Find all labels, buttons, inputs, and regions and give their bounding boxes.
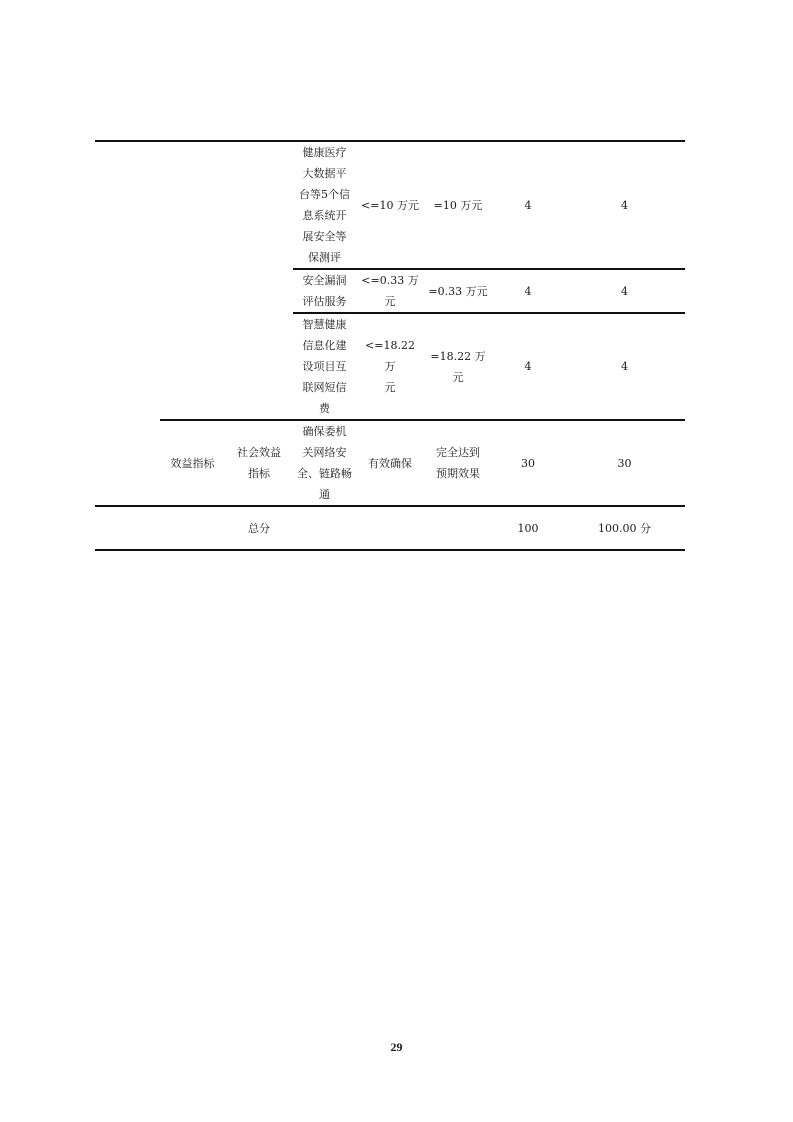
indicator-cell: 健康医疗 大数据平 台等5个信 息系统开 展安全等 保测评 <box>293 141 356 269</box>
actual-value: =10 万元 <box>424 141 492 269</box>
total-weight: 100 <box>492 506 564 550</box>
actual-value: 完全达到 预期效果 <box>424 420 492 506</box>
weight-value: 4 <box>492 313 564 420</box>
score-value: 4 <box>564 313 685 420</box>
indicator-cell: 确保委机 关网络安 全、链路畅 通 <box>293 420 356 506</box>
total-label: 总分 <box>225 506 293 550</box>
level1-indicator: 效益指标 <box>160 420 225 506</box>
score-value: 4 <box>564 269 685 313</box>
weight-value: 30 <box>492 420 564 506</box>
table-row <box>95 313 685 420</box>
table-row <box>95 141 685 269</box>
score-value: 4 <box>564 141 685 269</box>
page-number: 29 <box>390 1040 403 1054</box>
table-row <box>95 420 685 506</box>
indicator-cell: 智慧健康 信息化建 设项目互 联网短信 费 <box>293 313 356 420</box>
performance-table <box>95 140 685 551</box>
target-value: <=0.33 万 元 <box>356 269 424 313</box>
target-value: <=10 万元 <box>356 141 424 269</box>
total-score: 100.00 分 <box>564 506 685 550</box>
table-row <box>95 269 685 313</box>
actual-value: =0.33 万元 <box>424 269 492 313</box>
target-value: 有效确保 <box>356 420 424 506</box>
total-row <box>95 506 685 550</box>
weight-value: 4 <box>492 141 564 269</box>
weight-value: 4 <box>492 269 564 313</box>
target-value: <=18.22 万 元 <box>356 313 424 420</box>
score-value: 30 <box>564 420 685 506</box>
indicator-cell: 安全漏洞 评估服务 <box>293 269 356 313</box>
level2-indicator: 社会效益 指标 <box>225 420 293 506</box>
actual-value: =18.22 万 元 <box>424 313 492 420</box>
